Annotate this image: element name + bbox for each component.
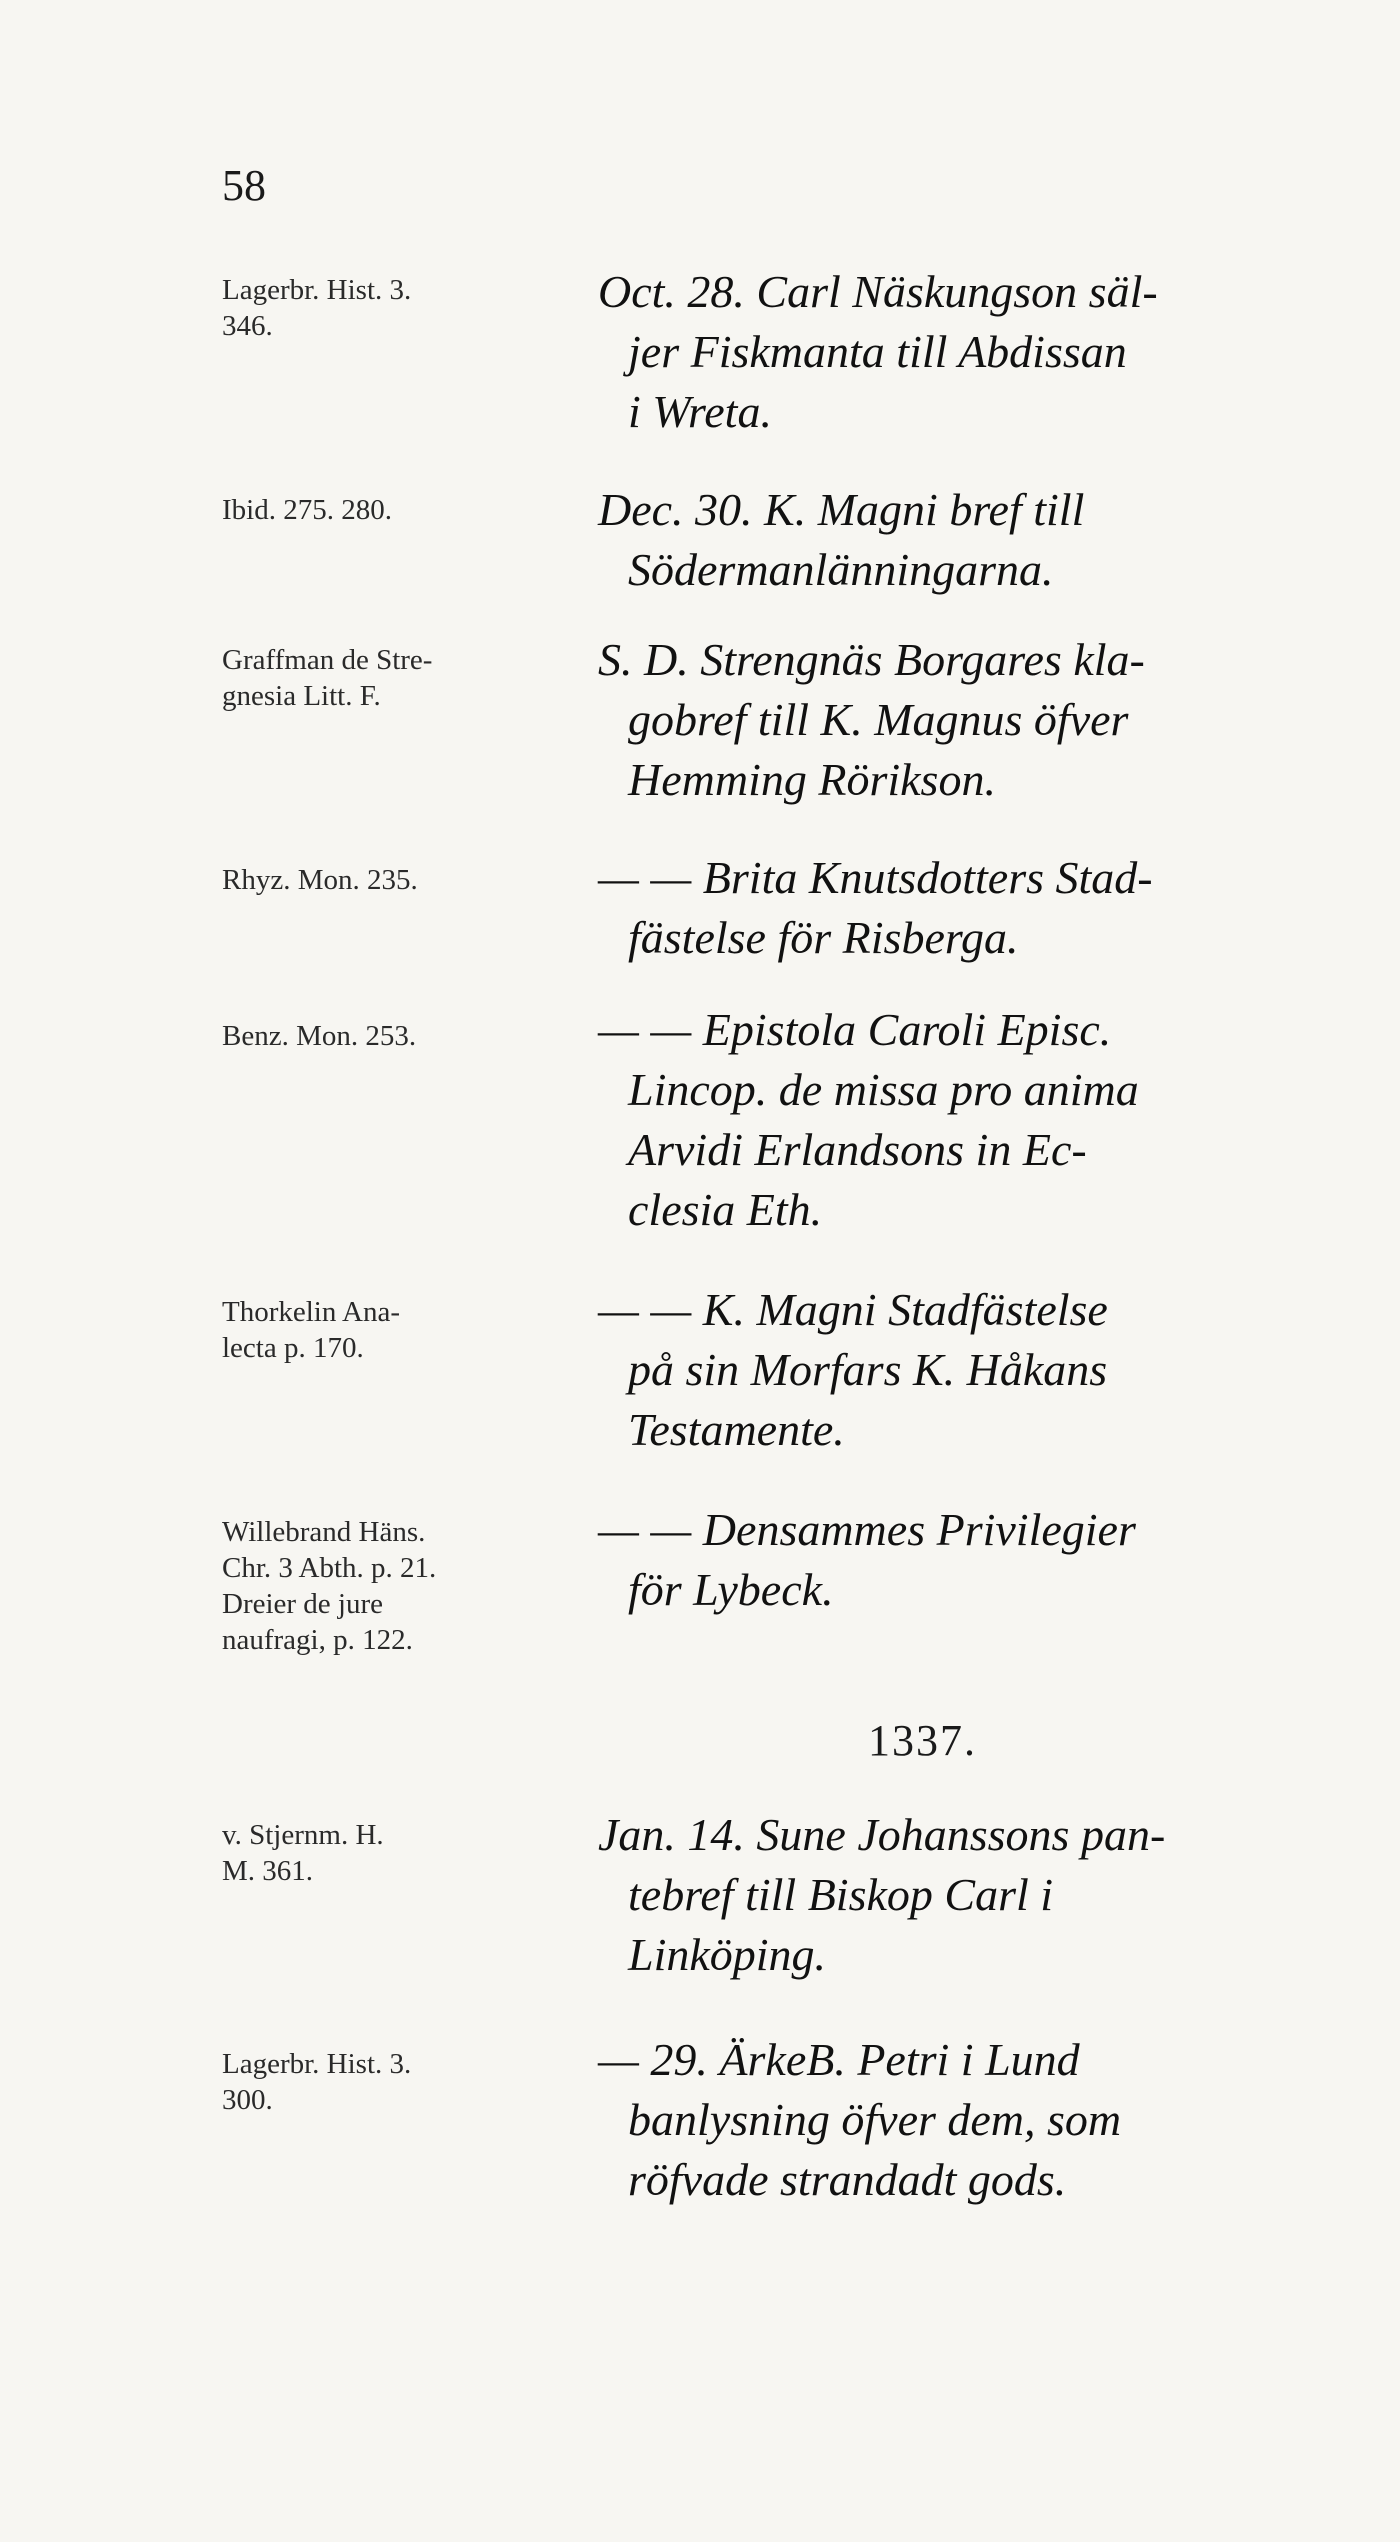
entry-text (598, 2030, 1298, 2210)
entry-line: Södermanlänningarna. (628, 544, 1054, 595)
ref-line: Chr. 3 Abth. p. 21. (222, 1552, 437, 1584)
entry-line: tebref till Biskop Carl i (628, 1869, 1054, 1920)
ref-line: naufragi, p. 122. (222, 1624, 413, 1656)
ref-line: gnesia Litt. F. (222, 680, 381, 712)
entry-line: jer Fiskmanta till Abdissan (628, 326, 1127, 377)
source-reference (222, 272, 567, 344)
entry-line: — — Densammes Privilegier (598, 1504, 1136, 1555)
ref-line: Rhyz. Mon. 235. (222, 864, 418, 896)
entry-line: Hemming Rörikson. (628, 754, 996, 805)
source-reference (222, 862, 567, 898)
source-reference (222, 1514, 567, 1658)
entry-text (598, 1805, 1298, 1985)
year-heading: 1337. (868, 1716, 977, 1765)
entry-line: Oct. 28. Carl Näskungson säl- (598, 266, 1158, 317)
source-reference (222, 2046, 567, 2118)
entry-line: — 29. ÄrkeB. Petri i Lund (598, 2034, 1080, 2085)
ref-line: Dreier de jure (222, 1588, 384, 1620)
entry-line: i Wreta. (628, 386, 772, 437)
entry-line: på sin Morfars K. Håkans (628, 1344, 1108, 1395)
ref-line: Ibid. 275. 280. (222, 494, 392, 526)
entry-line: Dec. 30. K. Magni bref till (598, 484, 1085, 535)
entry-line: — — K. Magni Stadfästelse (598, 1284, 1108, 1335)
source-reference (222, 642, 567, 714)
entry-line: S. D. Strengnäs Borgares kla- (598, 634, 1145, 685)
entry-line: Arvidi Erlandsons in Ec- (628, 1124, 1087, 1175)
ref-line: v. Stjernm. H. (222, 1819, 384, 1851)
ref-line: lecta p. 170. (222, 1332, 364, 1364)
entry-line: — — Brita Knutsdotters Stad- (598, 852, 1153, 903)
entry-line: — — Epistola Caroli Episc. (598, 1004, 1112, 1055)
source-reference (222, 1018, 567, 1054)
entry-line: Lincop. de missa pro anima (628, 1064, 1139, 1115)
entry-text (598, 848, 1298, 968)
page-number: 58 (222, 161, 266, 210)
ref-line: Willebrand Häns. (222, 1516, 426, 1548)
entry-line: Jan. 14. Sune Johanssons pan- (598, 1809, 1166, 1860)
entry-line: clesia Eth. (628, 1184, 823, 1235)
ref-line: 346. (222, 310, 273, 342)
ref-line: Thorkelin Ana- (222, 1296, 400, 1328)
ref-line: M. 361. (222, 1855, 314, 1887)
entry-line: Testamente. (628, 1404, 845, 1455)
ref-line: 300. (222, 2084, 273, 2116)
entry-text (598, 630, 1298, 810)
entry-line: banlysning öfver dem, som (628, 2094, 1122, 2145)
entry-text (598, 1000, 1298, 1240)
entry-line: för Lybeck. (628, 1564, 834, 1615)
ref-line: Graffman de Stre- (222, 644, 433, 676)
entry-text (598, 1280, 1298, 1460)
entry-text (598, 480, 1298, 600)
entry-text (598, 1500, 1298, 1620)
entry-line: gobref till K. Magnus öfver (628, 694, 1129, 745)
entry-line: Linköping. (628, 1929, 827, 1980)
ref-line: Benz. Mon. 253. (222, 1020, 417, 1052)
source-reference (222, 492, 567, 528)
entry-text (598, 262, 1298, 442)
ref-line: Lagerbr. Hist. 3. (222, 2048, 412, 2080)
source-reference (222, 1294, 567, 1366)
entry-line: fästelse för Risberga. (628, 912, 1019, 963)
entry-line: röfvade strandadt gods. (628, 2154, 1067, 2205)
ref-line: Lagerbr. Hist. 3. (222, 274, 412, 306)
source-reference (222, 1817, 567, 1889)
